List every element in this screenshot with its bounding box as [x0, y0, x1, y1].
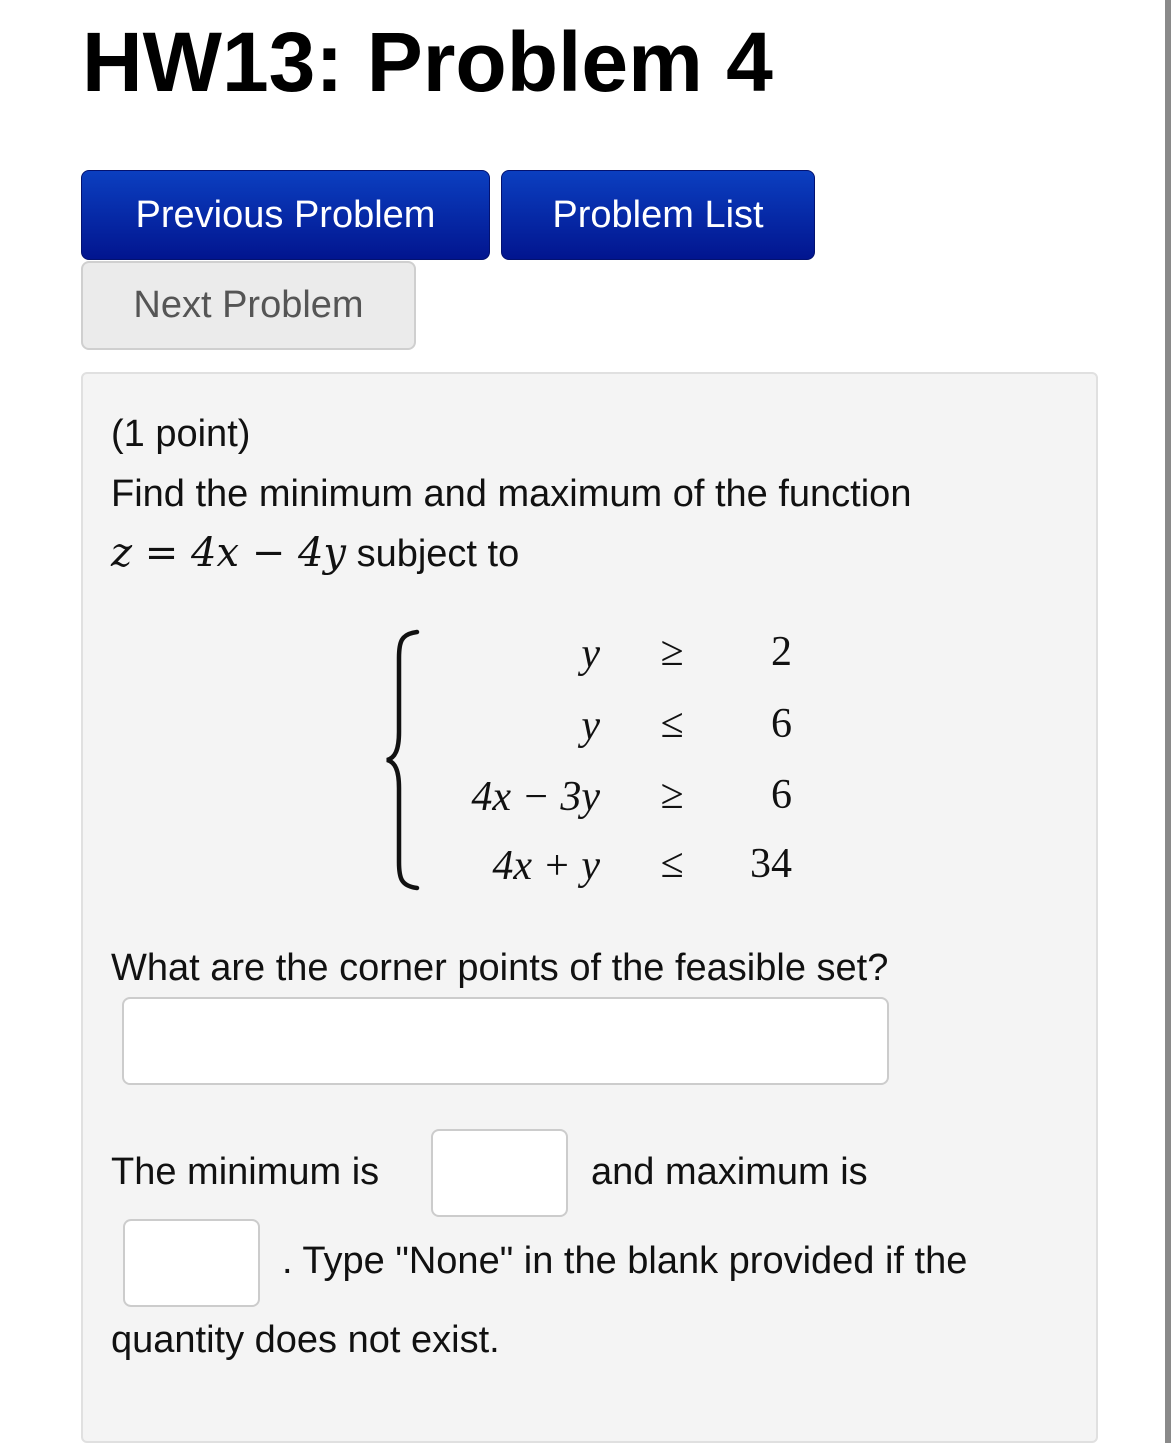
- constraint-1-lhs: y: [581, 631, 600, 677]
- corner-points-input[interactable]: [122, 997, 889, 1085]
- constraint-2-lhs: y: [581, 703, 600, 749]
- corner-points-question: What are the corner points of the feasible set?: [111, 947, 889, 989]
- constraint-3-lhs: 4x − 3y: [471, 774, 600, 820]
- constraint-4-rhs: 34: [750, 841, 792, 887]
- constraint-2-rhs: 6: [771, 701, 792, 747]
- maximum-input[interactable]: [123, 1219, 260, 1307]
- problem-list-button[interactable]: Problem List: [501, 170, 815, 260]
- objective-suffix: subject to: [346, 533, 520, 575]
- page-title: HW13: Problem 4: [82, 15, 773, 109]
- constraint-4-relation: ≤: [660, 841, 684, 887]
- maximum-label: and maximum is: [591, 1151, 868, 1193]
- constraint-1-rhs: 2: [771, 629, 792, 675]
- objective-function-line: [111, 531, 519, 576]
- page-scrollbar[interactable]: [1165, 0, 1171, 1443]
- none-instruction-continued: quantity does not exist.: [111, 1319, 500, 1361]
- problem-intro: Find the minimum and maximum of the function: [111, 473, 912, 515]
- objective-equals: =: [132, 530, 192, 576]
- minimum-label: The minimum is: [111, 1151, 380, 1193]
- objective-expression: 4x − 4y: [191, 530, 347, 576]
- constraint-3-relation: ≥: [660, 772, 684, 818]
- problem-points: (1 point): [111, 413, 251, 455]
- previous-problem-button[interactable]: Previous Problem: [81, 170, 490, 260]
- constraint-3-rhs: 6: [771, 772, 792, 818]
- constraint-2-relation: ≤: [660, 701, 684, 747]
- constraint-1-relation: ≥: [660, 629, 684, 675]
- next-problem-button[interactable]: Next Problem: [81, 261, 416, 350]
- minimum-input[interactable]: [431, 1129, 568, 1217]
- none-instruction: . Type "None" in the blank provided if the: [282, 1240, 968, 1282]
- objective-z: z: [111, 530, 133, 576]
- constraint-4-lhs: 4x + y: [492, 843, 600, 889]
